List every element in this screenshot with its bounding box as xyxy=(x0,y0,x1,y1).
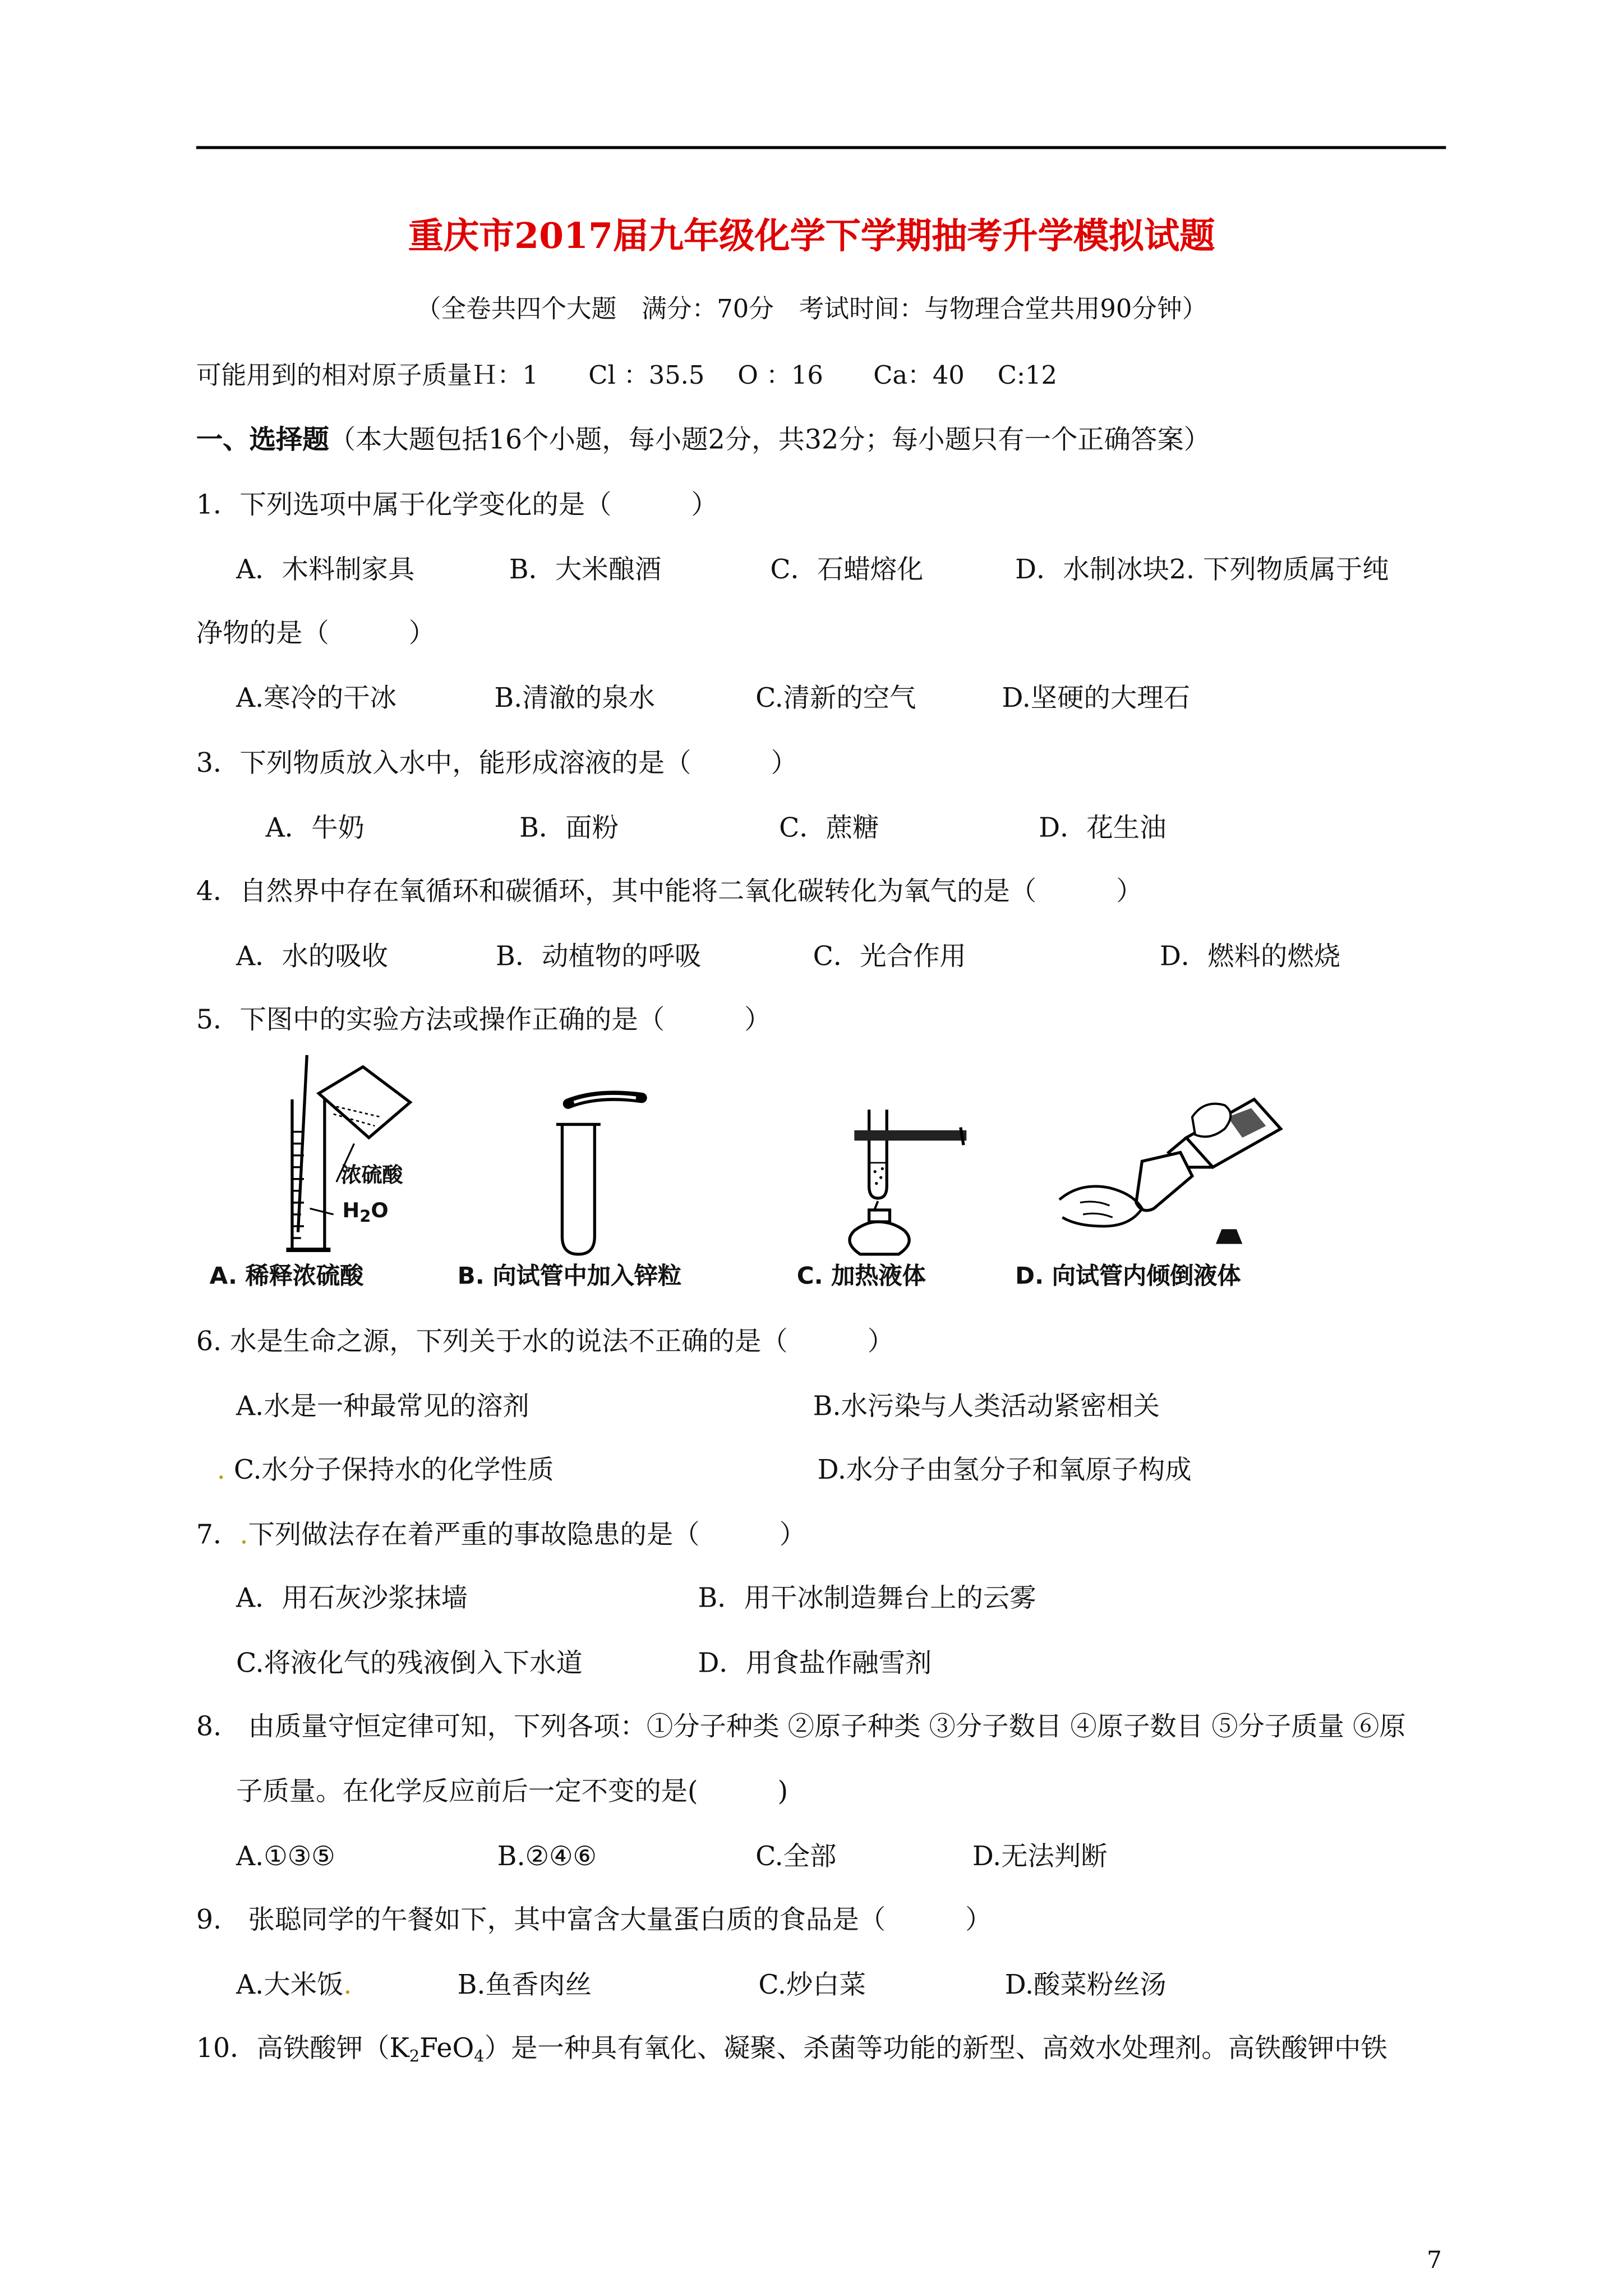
q7-option-d: D．用食盐作融雪剂 xyxy=(698,1648,932,1680)
q9-stem: 9. 张聪同学的午餐如下，其中富含大量蛋白质的食品是（ ） xyxy=(196,1904,992,1936)
q4-stem: 4．自然界中存在氧循环和碳循环，其中能将二氧化碳转化为氧气的是（ ） xyxy=(196,876,1143,908)
stray-dot: . xyxy=(343,1970,352,2001)
q8-option-b: B.②④⑥ xyxy=(497,1841,597,1873)
page-number: 7 xyxy=(1427,2246,1442,2274)
caption-a: A. 稀释浓硫酸 xyxy=(209,1262,364,1290)
q10-stem: 10．高铁酸钾$(K_2FeO_4)$是一种具有氧化、凝聚、杀菌等功能的新型、高效水处理剂。高铁酸钾中铁 xyxy=(196,2033,1387,2066)
q9-option-b: B.鱼香肉丝 xyxy=(457,1970,592,2001)
label-concentrated-acid: 浓硫酸 xyxy=(340,1164,403,1188)
q8-option-c: C.全部 xyxy=(755,1841,837,1873)
q1-option-d: D．水制冰块2. 下列物质属于纯 xyxy=(1015,555,1389,586)
q9-option-d: D.酸菜粉丝汤 xyxy=(1004,1970,1166,2001)
q9-option-c: C.炒白菜 xyxy=(758,1970,866,2001)
exam-title: 重庆市2017届九年级化学下学期抽考升学模拟试题 xyxy=(408,214,1215,257)
q3-option-b: B．面粉 xyxy=(519,813,619,844)
caption-b: B. 向试管中加入锌粒 xyxy=(457,1262,682,1290)
q2-option-d: D.坚硬的大理石 xyxy=(1002,683,1190,715)
figure-add-zinc xyxy=(538,1089,671,1259)
q3-option-d: D．花生油 xyxy=(1039,813,1166,844)
label-water: $H_2O$ xyxy=(342,1199,389,1226)
caption-d: D. 向试管内倾倒液体 xyxy=(1015,1262,1241,1290)
caption-c: C. 加热液体 xyxy=(796,1262,926,1290)
q4-option-a: A．水的吸收 xyxy=(236,941,388,973)
q7-option-c: C.将液化气的残液倒入下水道 xyxy=(236,1648,583,1680)
q8-stem-continued: 子质量。在化学反应前后一定不变的是( ) xyxy=(236,1777,789,1808)
q6-option-b: B.水污染与人类活动紧密相关 xyxy=(813,1391,1160,1423)
q4-option-c: C．光合作用 xyxy=(813,941,966,973)
q7-option-a: A．用石灰沙浆抹墙 xyxy=(236,1583,468,1614)
header-rule xyxy=(196,146,1446,149)
q4-option-d: D．燃料的燃烧 xyxy=(1159,941,1341,973)
q2-option-a: A.寒冷的干冰 xyxy=(236,683,397,715)
section-description: （本大题包括16个小题，每小题2分，共32分；每小题只有一个正确答案） xyxy=(329,425,1211,456)
q4-option-b: B．动植物的呼吸 xyxy=(496,941,702,973)
figure-dilute-acid xyxy=(222,1055,443,1262)
q1-option-c: C．石蜡熔化 xyxy=(770,555,924,586)
q8-option-a: A.①③⑤ xyxy=(236,1841,335,1873)
q6-option-c: C.水分子保持水的化学性质 xyxy=(233,1455,554,1486)
q2-option-c: C.清新的空气 xyxy=(755,683,916,715)
section-title: 一、选择题 xyxy=(196,425,329,456)
q1-option-a: A．木料制家具 xyxy=(236,555,415,586)
q9-option-a-line xyxy=(236,1970,352,2001)
q6-option-d: D.水分子由氢分子和氧原子构成 xyxy=(817,1455,1192,1486)
figure-pour-liquid xyxy=(1050,1084,1301,1262)
q1-option-b: B．大米酿酒 xyxy=(509,555,662,586)
q8-stem: 8. 由质量守恒定律可知，下列各项：①分子种类 ②原子种类 ③分子数目 ④原子数目 ⑤分子质量 ⑥原 xyxy=(196,1711,1406,1743)
q6-stem: 6. 水是生命之源，下列关于水的说法不正确的是（ ） xyxy=(196,1326,895,1358)
figure-heat-liquid xyxy=(834,1104,981,1259)
q7-stem-line xyxy=(196,1520,806,1551)
section-heading xyxy=(196,425,1211,456)
q3-stem: 3．下列物质放入水中，能形成溶液的是（ ） xyxy=(196,748,797,779)
q2-option-b: B.清澈的泉水 xyxy=(494,683,656,715)
atomic-masses: 可能用到的相对原子质量Ｈ：1 Cl ：35.5 O ：16 Ca：40 C:12 xyxy=(196,361,1057,392)
q8-option-d: D.无法判断 xyxy=(972,1841,1108,1873)
stray-dot: . xyxy=(216,1455,225,1486)
q3-option-c: C．蔗糖 xyxy=(779,813,879,844)
exam-subtitle: （全卷共四个大题 满分：70分 考试时间：与物理合堂共用90分钟） xyxy=(416,295,1207,325)
q9-option-a: A.大米饭 xyxy=(236,1970,344,2001)
q6-option-c-line xyxy=(216,1455,554,1486)
q3-option-a: A．牛奶 xyxy=(265,813,365,844)
stray-dot: . xyxy=(239,1520,248,1551)
q6-option-a: A.水是一种最常见的溶剂 xyxy=(236,1391,529,1423)
q1-stem: 1．下列选项中属于化学变化的是（ ） xyxy=(196,490,718,521)
q7-stem: 下列做法存在着严重的事故隐患的是（ ） xyxy=(248,1520,806,1551)
q5-stem: 5．下图中的实验方法或操作正确的是（ ） xyxy=(196,1005,771,1036)
q2-stem-continued: 净物的是（ ） xyxy=(196,618,436,650)
q7-option-b: B．用干冰制造舞台上的云雾 xyxy=(698,1583,1036,1614)
q7-number: 7． xyxy=(196,1520,240,1551)
